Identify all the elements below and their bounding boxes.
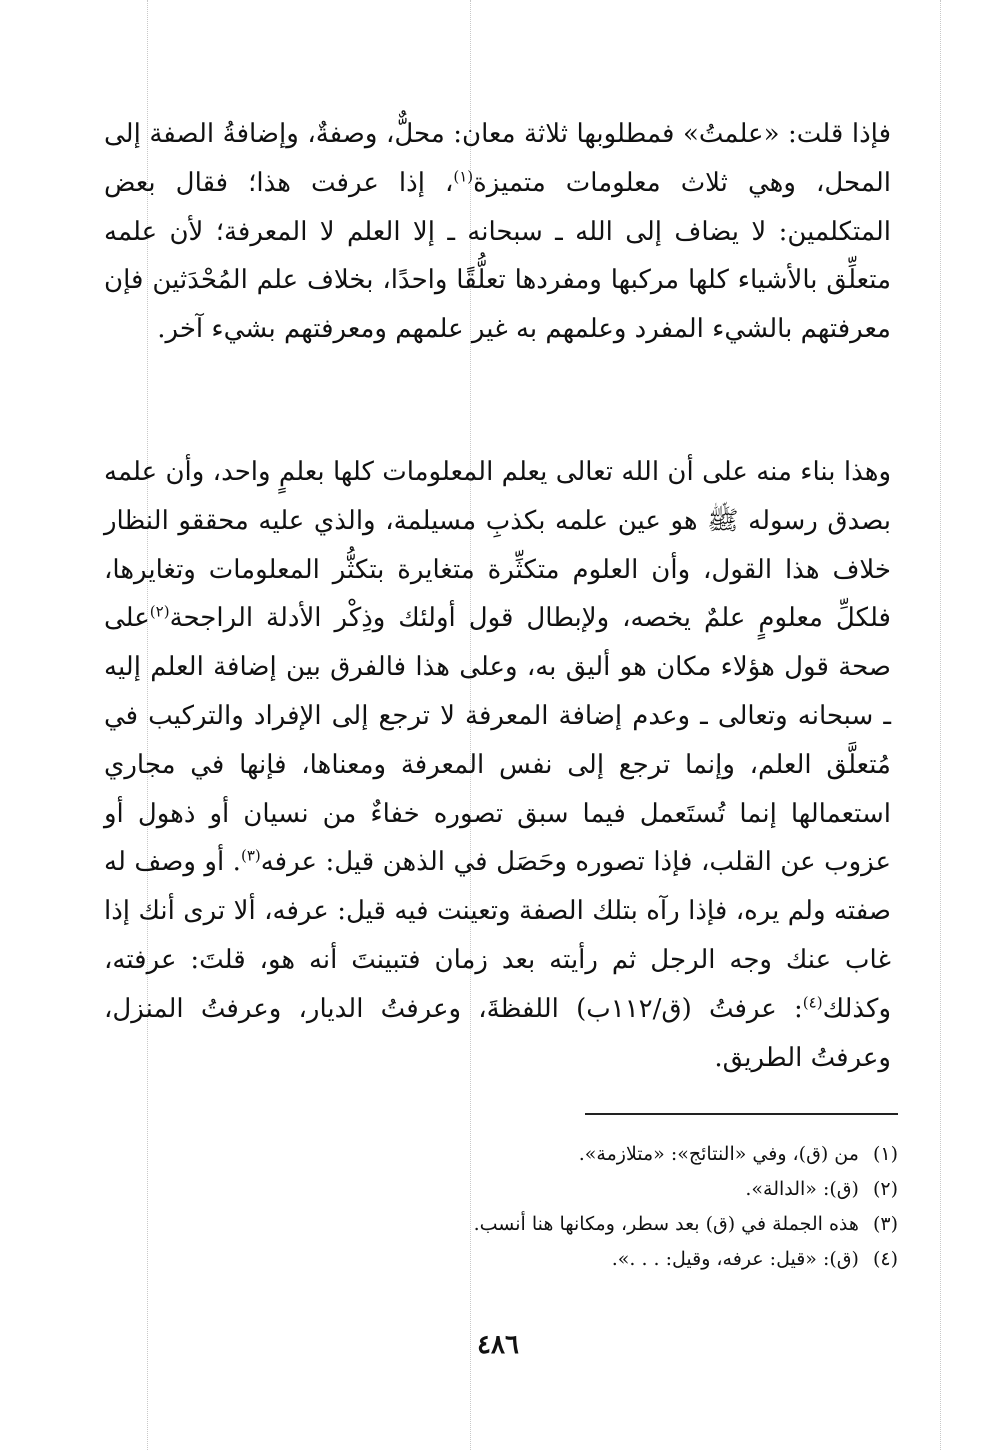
footnote-marker-2: (٢)	[149, 602, 170, 621]
paragraph-2-part-a: وهذا بناء منه على أن الله تعالى يعلم المعلومات كلها بعلمٍ واحد، وأن علمه بصدق رسوله ﷺ هو عين علمه بكذبِ مسيلمة، والذي عليه محققو النظار خلاف هذا القول، وأن العلوم متكثِّرة متغايرة بتكثُّر المعلومات وتغايرها، فلكلِّ معلومٍ علمٌ يخصه، ولإبطال قول أولئك وذِكْر الأدلة الراجحة	[104, 457, 891, 634]
paragraph-1-text	[104, 110, 891, 354]
paragraph-1-part-a: فإذا قلت: «علمتُ» فمطلوبها ثلاثة معان: محلٌّ، وصفةٌ، وإضافةُ الصفة إلى المحل، وهي ثلاث معلومات متميزة	[104, 119, 891, 198]
footnote-number: (١)	[872, 1143, 898, 1165]
scan-guide-line	[940, 0, 941, 1450]
footnote-text: (ق): «الدالة».	[745, 1178, 859, 1200]
footnote-item	[300, 1137, 898, 1172]
paragraph-1-part-b: ، إذا عرفت هذا؛ فقال بعض المتكلمين: لا يضاف إلى الله ـ سبحانه ـ إلا العلم لا المعرفة؛ لأن علمه متعلِّق بالأشياء كلها مركبها ومفردها تعلُّقًا واحدًا، بخلاف علم المُحْدَثين فإن معرفتهم بالشيء المفرد وعلمهم به غير علمهم ومعرفتهم بشيء آخر.	[104, 167, 891, 345]
paragraph-2-part-c: . أو وصف له صفته ولم يره، فإذا رآه بتلك الصفة وتعينت فيه قيل: عرفه، ألا ترى أنك إذا غاب عنك وجه الرجل ثم رأيته بعد زمان فتبينتَ أنه هو، قلتَ: عرفته، وكذلك	[104, 847, 891, 1024]
footnote-text: (ق): «قيل: عرفه، وقيل: . . .».	[611, 1248, 859, 1270]
footnote-number: (٣)	[872, 1213, 898, 1235]
footnote-marker-4: (٤)	[802, 993, 823, 1012]
footnote-item	[300, 1172, 898, 1207]
paragraph-2	[104, 448, 891, 1082]
footnote-number: (٢)	[872, 1178, 898, 1200]
paragraph-2-text	[104, 448, 891, 1082]
footnote-marker-1: (١)	[453, 167, 474, 186]
paragraph-1	[104, 110, 891, 354]
page-number: ٤٨٦	[477, 1330, 519, 1360]
footnote-item	[300, 1242, 898, 1277]
paragraph-2-part-d: : عرفتُ (ق/١١٢ب) اللفظةَ، وعرفتُ الديار، وعرفتُ المنزل، وعرفتُ الطريق.	[104, 993, 891, 1073]
footnote-number: (٤)	[872, 1248, 898, 1270]
footnotes	[300, 1137, 898, 1277]
footnote-text: من (ق)، وفي «النتائج»: «متلازمة».	[578, 1143, 859, 1165]
paragraph-2-part-b: على صحة قول هؤلاء مكان هو أليق به، وعلى هذا فالفرق بين إضافة العلم إليه ـ سبحانه وتعالى ـ وعدم إضافة المعرفة لا ترجع إلى الإفراد والتركيب في مُتعلَّق العلم، وإنما ترجع إلى نفس المعرفة ومعناها، فإنها في مجاري استعمالها إنما تُستَعمل فيما سبق تصوره خفاءٌ من نسيان أو ذهول أو عزوب عن القلب، فإذا تصوره وحَصَل في الذهن قيل: عرفه	[104, 603, 892, 878]
footnote-marker-3: (٣)	[240, 846, 261, 865]
footnote-text: هذه الجملة في (ق) بعد سطر، ومكانها هنا أنسب.	[473, 1213, 859, 1235]
footnote-separator	[585, 1113, 898, 1115]
footnote-item	[300, 1207, 898, 1242]
